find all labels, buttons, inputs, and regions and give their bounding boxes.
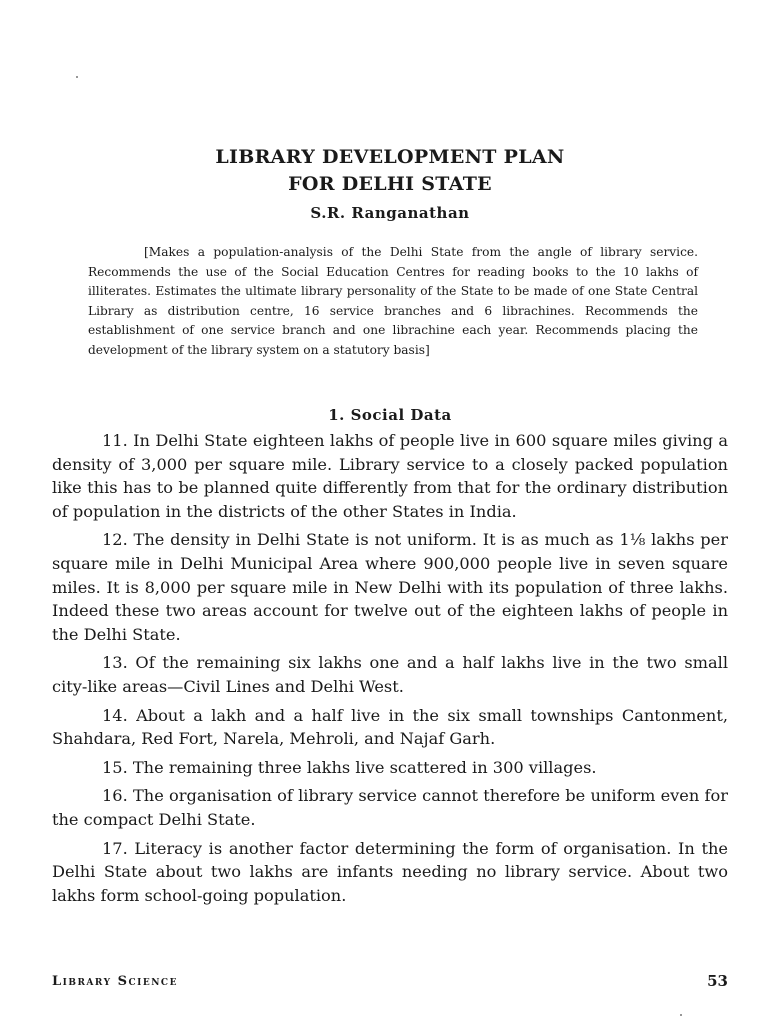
document-page (52, 0, 728, 1024)
article-title (52, 144, 728, 198)
title-line: LIBRARY DEVELOPMENT PLAN (215, 146, 565, 168)
paragraph-15: 15. The remaining three lakhs live scattered in 300 villages. (102, 757, 597, 777)
page-footer (52, 972, 728, 996)
journal-name: Library Science (52, 974, 178, 989)
page-number: 53 (707, 972, 728, 990)
title-line: FOR DELHI STATE (288, 173, 492, 195)
article-body (52, 429, 728, 912)
paragraph-11: 11. In Delhi State eighteen lakhs of people live in 600 square miles giving a density of 3,000 per square mile. Library service to a closely packed population like this has to be planned quite differently from that for the ordinary distribution of population in the districts of the other States in India. (52, 431, 728, 521)
section-heading: 1. Social Data (328, 406, 452, 424)
abstract: [Makes a population-analysis of the Delhi State from the angle of library service. Recommends the use of the Social Education Centres for reading books to the 10 lakhs of illiterates. Estimates the ultimate library personality of the State to be made of one State Central Library as distribution centre, 16 service branches and 6 librachines. Recommends the establishment of one service branch and one librachine each year. Recommends placing the development of the library system on a statutory basis] (88, 245, 698, 357)
paragraph-12: 12. The density in Delhi State is not uniform. It is as much as 1⅛ lakhs per square mile in Delhi Municipal Area where 900,000 people live in seven square miles. It is 8,000 per square mile in New Delhi with its population of three lakhs. Indeed these two areas account for twelve out of the eighteen lakhs of people in the Delhi State. (52, 530, 728, 644)
author-name: S.R. Ranganathan (310, 204, 470, 222)
paragraph-13: 13. Of the remaining six lakhs one and a half lakhs live in the two small city-like areas—Civil Lines and Delhi West. (52, 653, 728, 696)
paragraph-14: 14. About a lakh and a half live in the six small townships Cantonment, Shahdara, Red Fort, Narela, Mehroli, and Najaf Garh. (52, 705, 728, 749)
paragraph-16: 16. The organisation of library service cannot therefore be uniform even for the compact Delhi State. (52, 786, 728, 829)
paragraph-17: 17. Literacy is another factor determining the form of organisation. In the Delhi State about two lakhs are infants needing no library service. About two lakhs form school-going population. (52, 838, 728, 905)
